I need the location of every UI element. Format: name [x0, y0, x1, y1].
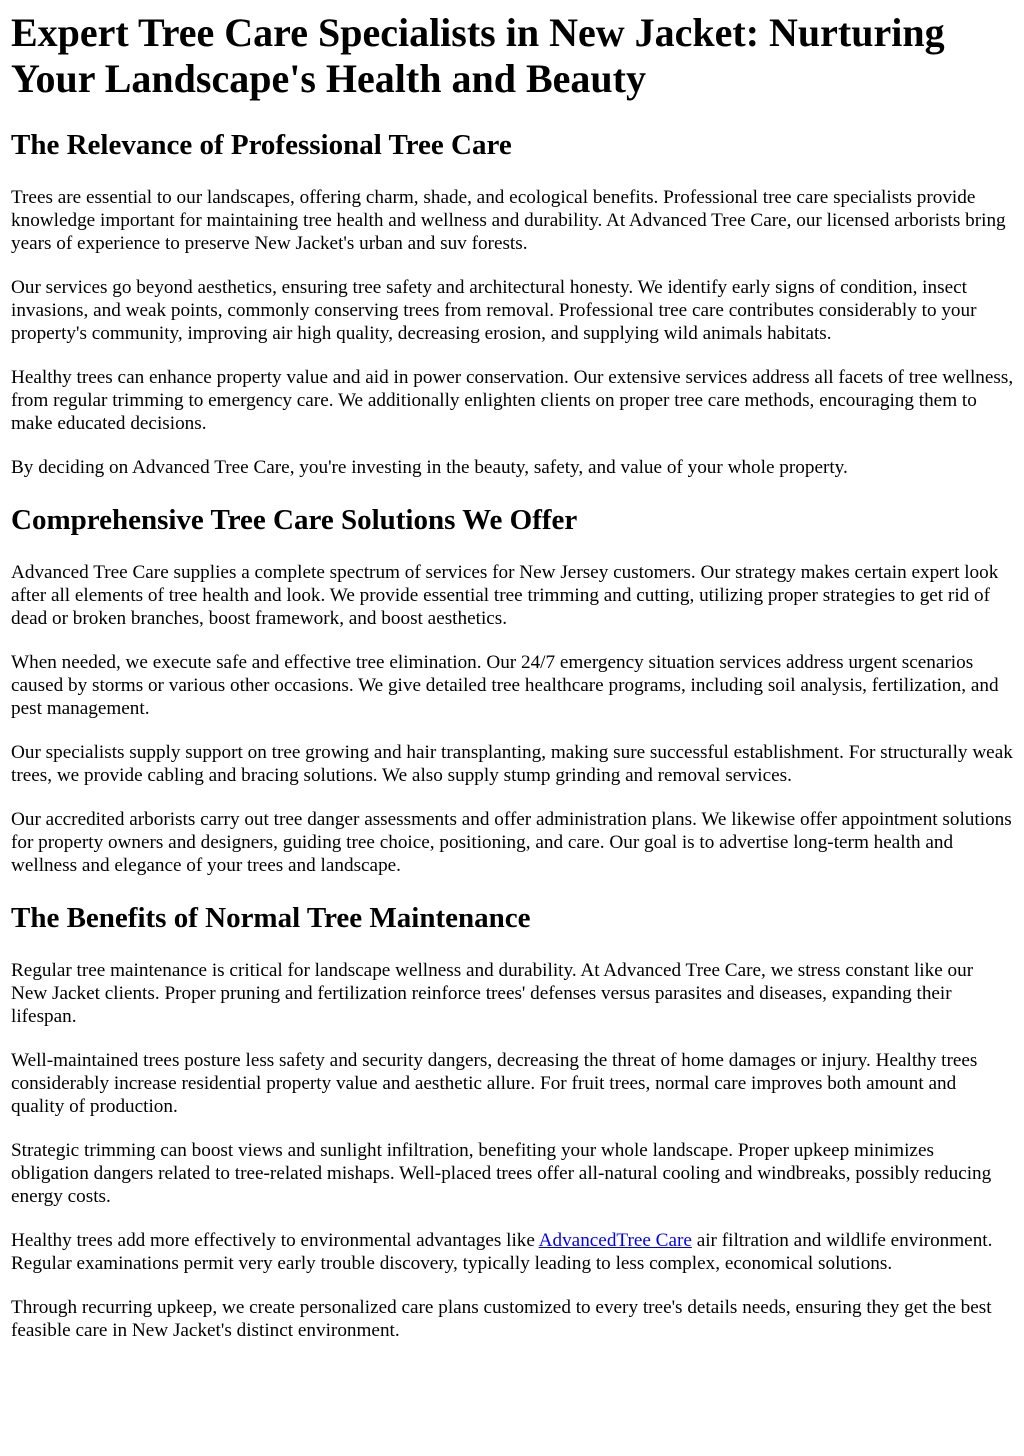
paragraph: Through recurring upkeep, we create personalized care plans customized to every tree's details needs, ensuring they get the best feasible care in New Jacket's distinct environment.	[11, 1297, 992, 1341]
paragraph: Our accredited arborists carry out tree danger assessments and offer administration plans. We likewise offer appointment solutions for property owners and designers, guiding tree choice, positioning, and care. Our goal is to advertise long-term health and wellness and elegance of your trees and landscape.	[11, 809, 1012, 876]
article	[0, 10, 1024, 1342]
page-title: Expert Tree Care Specialists in New Jacket: Nurturing Your Landscape's Health and Beauty	[11, 10, 945, 101]
paragraph: Well-maintained trees posture less safety and security dangers, decreasing the threat of home damages or injury. Healthy trees considerably increase residential property value and aesthetic allure. For fruit trees, normal care improves both amount and quality of production.	[11, 1050, 978, 1117]
section-heading-solutions: Comprehensive Tree Care Solutions We Offer	[11, 504, 578, 536]
paragraph-with-link	[11, 1229, 1014, 1275]
paragraph: By deciding on Advanced Tree Care, you're investing in the beauty, safety, and value of your whole property.	[11, 457, 848, 478]
paragraph: Advanced Tree Care supplies a complete spectrum of services for New Jersey customers. Our strategy makes certain expert look after all elements of tree health and look. We provide essential tree trimming and cutting, utilizing proper strategies to get rid of dead or broken branches, boost framework, and boost aesthetics.	[11, 562, 999, 629]
link-paragraph-text-before: Healthy trees add more effectively to environmental advantages like	[11, 1230, 539, 1251]
paragraph: When needed, we execute safe and effective tree elimination. Our 24/7 emergency situation services address urgent scenarios caused by storms or various other occasions. We give detailed tree healthcare programs, including soil analysis, fertilization, and pest management.	[11, 652, 999, 719]
section-heading-relevance: The Relevance of Professional Tree Care	[11, 129, 512, 161]
paragraph: Strategic trimming can boost views and sunlight infiltration, benefiting your whole landscape. Proper upkeep minimizes obligation dangers related to tree-related mishaps. Well-placed trees offer all-natural cooling and windbreaks, possibly reducing energy costs.	[11, 1140, 992, 1207]
paragraph: Our services go beyond aesthetics, ensuring tree safety and architectural honesty. We identify early signs of condition, insect invasions, and weak points, commonly conserving trees from removal. Professional tree care contributes considerably to your property's community, improving air high quality, decreasing erosion, and supplying wild animals habitats.	[11, 277, 977, 344]
paragraph: Regular tree maintenance is critical for landscape wellness and durability. At Advanced Tree Care, we stress constant like our New Jacket clients. Proper pruning and fertilization reinforce trees' defenses versus parasites and diseases, expanding their lifespan.	[11, 960, 974, 1027]
advanced-tree-care-link[interactable]: AdvancedTree Care	[538, 1230, 692, 1251]
paragraph: Healthy trees can enhance property value and aid in power conservation. Our extensive services address all facets of tree wellness, from regular trimming to emergency care. We additionally enlighten clients on proper tree care methods, encouraging them to make educated decisions.	[11, 367, 1014, 434]
section-heading-benefits: The Benefits of Normal Tree Maintenance	[11, 902, 531, 934]
paragraph: Our specialists supply support on tree growing and hair transplanting, making sure successful establishment. For structurally weak trees, we provide cabling and bracing solutions. We also supply stump grinding and removal services.	[11, 742, 1013, 786]
paragraph: Trees are essential to our landscapes, offering charm, shade, and ecological benefits. Professional tree care specialists provide knowledge important for maintaining tree health and wellness and durability. At Advanced Tree Care, our licensed arborists bring years of experience to preserve New Jacket's urban and suv forests.	[11, 187, 1006, 254]
link-paragraph-text-after: air filtration and wildlife environment. Regular examinations permit very early trouble discovery, typically leading to less complex, economical solutions.	[11, 1230, 993, 1274]
